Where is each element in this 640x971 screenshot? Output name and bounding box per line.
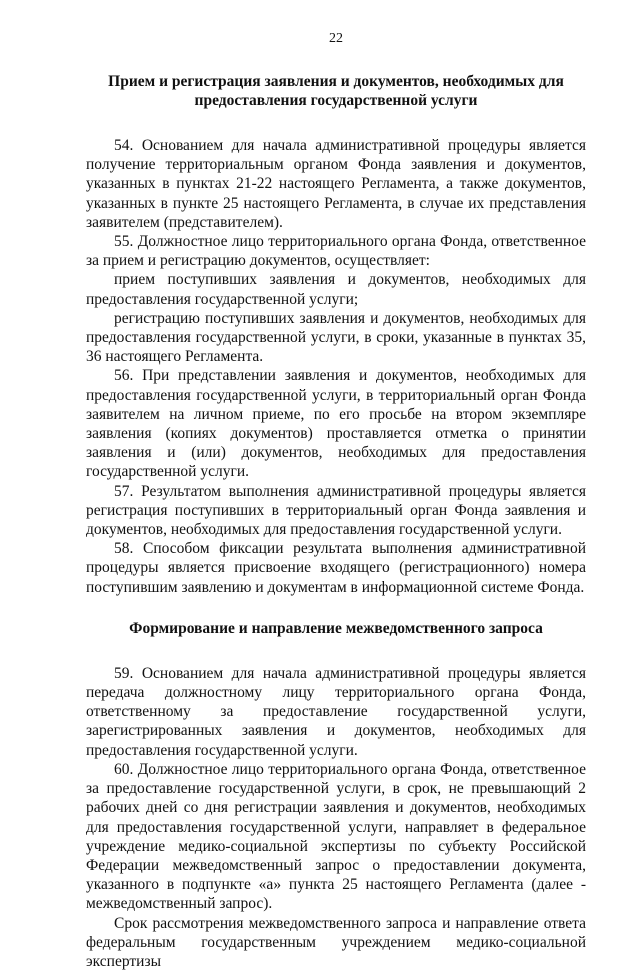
page-number: 22: [329, 31, 343, 46]
section-title-line: Прием и регистрация заявления и документов, необходимых для: [108, 73, 564, 90]
paragraph-55-item-2: регистрацию поступивших заявления и документов, необходимых для предоставления государственной услуги, в сроки, указанные в пунктах 35, 36 настоящего Регламента.: [86, 309, 586, 366]
section-title-reception: [86, 72, 586, 110]
paragraph-request-term: Срок рассмотрения межведомственного запроса и направление ответа федеральным государственным учреждением медико-социальной экспертизы: [86, 914, 586, 970]
paragraph-56: 56. При представлении заявления и документов, необходимых для предоставления государственной услуги, в территориальный орган Фонда заявителем на личном приеме, по его просьбе на втором экземпляре заявления (копиях документов) проставляется отметка о принятии заявления и (или) документов, необходимых для предоставления государственной услуги.: [86, 367, 586, 481]
section-title-line: предоставления государственной услуги: [194, 92, 478, 109]
paragraph-54: 54. Основанием для начала административной процедуры является получение территориальным органом Фонда заявления и документов, указанных в пунктах 21-22 настоящего Регламента, а также документов, указанных в пункте 25 настоящего Регламента, в случае их представления заявителем (представителем).: [86, 137, 586, 231]
paragraph-57: 57. Результатом выполнения административной процедуры является регистрация поступивших в территориальный орган Фонда заявления и документов, необходимых для предоставления государственной услуги.: [86, 482, 586, 539]
section-title-interagency-request: Формирование и направление межведомственного запроса: [129, 619, 543, 637]
paragraph-59: 59. Основанием для начала административной процедуры является передача должностному лицу территориального органа Фонда, ответственному за предоставление государственной услуги, зарегистрированных заявления и документов, необходимых для предоставления государственной услуги.: [86, 664, 586, 759]
paragraph-55-item-1: прием поступивших заявления и документов, необходимых для предоставления государственной услуги;: [86, 271, 586, 308]
paragraph-60: 60. Должностное лицо территориального органа Фонда, ответственное за предоставление государственной услуги, в срок, не превышающий 2 рабочих дней со дня регистрации заявления и документов, необходимых для предоставления государственной услуги, направляет в федеральное учреждение медико-социальной экспертизы по субъекту Российской Федерации межведомственный запрос о предоставлении документа, указанного в подпункте «а» пункта 25 настоящего Регламента (далее - межведомственный запрос).: [86, 760, 586, 913]
paragraph-58: 58. Способом фиксации результата выполнения административной процедуры является присвоение входящего (регистрационного) номера поступившим заявлению и документам в информационной системе Фонда.: [86, 540, 586, 596]
paragraph-55: 55. Должностное лицо территориального органа Фонда, ответственное за прием и регистрацию документов, осуществляет:: [86, 233, 586, 270]
